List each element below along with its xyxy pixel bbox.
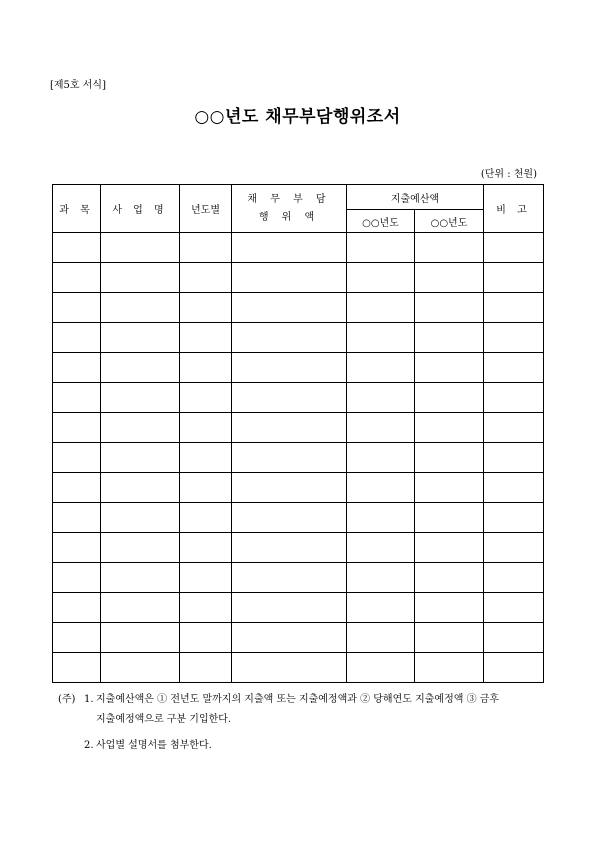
table-cell <box>415 623 484 653</box>
table-row <box>53 563 544 593</box>
table-cell <box>232 623 347 653</box>
table-cell <box>347 593 415 623</box>
table-row <box>53 593 544 623</box>
table-cell <box>415 413 484 443</box>
header-year-1: ○○년도 <box>347 210 415 233</box>
table-cell <box>101 533 180 563</box>
header-subject: 과 목 <box>53 185 101 233</box>
table-cell <box>232 563 347 593</box>
table-cell <box>347 323 415 353</box>
table-cell <box>232 263 347 293</box>
table-cell <box>180 533 232 563</box>
table-row <box>53 323 544 353</box>
table-cell <box>53 233 101 263</box>
header-by-year: 년도별 <box>180 185 232 233</box>
table-row <box>53 233 544 263</box>
table-cell <box>53 593 101 623</box>
table-cell <box>101 413 180 443</box>
table-cell <box>180 263 232 293</box>
table-cell <box>101 443 180 473</box>
table-cell <box>53 443 101 473</box>
table-cell <box>180 653 232 683</box>
table-cell <box>180 443 232 473</box>
table-cell <box>347 503 415 533</box>
table-cell <box>53 413 101 443</box>
table-cell <box>232 593 347 623</box>
table-cell <box>415 503 484 533</box>
table-body <box>53 233 544 683</box>
note-1-continuation: 지출예정액으로 구분 기입한다. <box>96 714 232 725</box>
table-cell <box>484 413 544 443</box>
table-cell <box>232 323 347 353</box>
table-cell <box>347 383 415 413</box>
table-cell <box>347 263 415 293</box>
table-cell <box>232 443 347 473</box>
table-row <box>53 533 544 563</box>
table-cell <box>347 233 415 263</box>
table-row <box>53 383 544 413</box>
table-cell <box>484 593 544 623</box>
table-row <box>53 473 544 503</box>
table-cell <box>180 593 232 623</box>
table-cell <box>53 323 101 353</box>
table-cell <box>415 593 484 623</box>
table-cell <box>347 563 415 593</box>
table-cell <box>415 233 484 263</box>
table-cell <box>484 383 544 413</box>
table-cell <box>347 623 415 653</box>
table-cell <box>101 653 180 683</box>
table-cell <box>101 263 180 293</box>
table-cell <box>415 653 484 683</box>
header-year-2: ○○년도 <box>415 210 484 233</box>
note-number: 2. <box>84 740 94 751</box>
note-prefix: (주) <box>58 694 76 705</box>
table-cell <box>180 293 232 323</box>
table-cell <box>484 563 544 593</box>
table-cell <box>347 353 415 383</box>
table-cell <box>232 533 347 563</box>
table-cell <box>484 233 544 263</box>
notes <box>58 690 543 756</box>
header-debt-line1: 채 무 부 담 <box>247 193 331 205</box>
form-number: [제5호 서식] <box>50 80 106 91</box>
table-cell <box>180 623 232 653</box>
note-2 <box>58 736 543 756</box>
table-row <box>53 263 544 293</box>
table-cell <box>180 563 232 593</box>
table-cell <box>232 413 347 443</box>
table-cell <box>232 503 347 533</box>
table-cell <box>232 653 347 683</box>
table-cell <box>101 233 180 263</box>
table-cell <box>484 443 544 473</box>
table-row <box>53 353 544 383</box>
table-cell <box>415 353 484 383</box>
table-cell <box>53 353 101 383</box>
table-cell <box>53 263 101 293</box>
header-debt-amount <box>232 185 347 233</box>
table-cell <box>53 383 101 413</box>
table-cell <box>101 623 180 653</box>
table-cell <box>180 353 232 383</box>
table-cell <box>53 563 101 593</box>
table-cell <box>484 293 544 323</box>
table-cell <box>53 503 101 533</box>
table-cell <box>53 653 101 683</box>
table-cell <box>53 293 101 323</box>
table-cell <box>180 383 232 413</box>
table-cell <box>484 473 544 503</box>
debt-table <box>52 184 544 683</box>
table-cell <box>484 653 544 683</box>
table-cell <box>347 293 415 323</box>
table-row <box>53 653 544 683</box>
table-row <box>53 503 544 533</box>
table-cell <box>415 533 484 563</box>
header-expenditure-group: 지출예산액 <box>347 185 484 210</box>
table-cell <box>415 323 484 353</box>
table-cell <box>415 443 484 473</box>
header-project-name: 사 업 명 <box>101 185 180 233</box>
table-cell <box>232 383 347 413</box>
table-cell <box>347 443 415 473</box>
table-cell <box>101 353 180 383</box>
table-cell <box>101 383 180 413</box>
table-cell <box>347 533 415 563</box>
table-cell <box>101 323 180 353</box>
table-cell <box>101 563 180 593</box>
table-cell <box>180 233 232 263</box>
table-cell <box>232 353 347 383</box>
note-number: 1. <box>84 694 94 705</box>
table-cell <box>347 653 415 683</box>
table-cell <box>415 563 484 593</box>
table-cell <box>415 263 484 293</box>
table-cell <box>53 623 101 653</box>
note-text: 사업별 설명서를 첨부한다. <box>96 740 212 751</box>
note-1 <box>58 690 543 710</box>
table-cell <box>415 383 484 413</box>
table-cell <box>180 503 232 533</box>
table-cell <box>180 323 232 353</box>
table-cell <box>232 293 347 323</box>
table-cell <box>415 293 484 323</box>
table-cell <box>232 473 347 503</box>
table-cell <box>347 413 415 443</box>
table-cell <box>484 353 544 383</box>
page-title: ○○년도 채무부담행위조서 <box>194 107 401 127</box>
table-cell <box>101 593 180 623</box>
table-cell <box>53 473 101 503</box>
table-cell <box>101 503 180 533</box>
table-cell <box>484 533 544 563</box>
unit-label: (단위 : 천원) <box>480 169 537 180</box>
table-cell <box>347 473 415 503</box>
table-row <box>53 293 544 323</box>
table-cell <box>180 473 232 503</box>
table-cell <box>101 293 180 323</box>
table-row <box>53 623 544 653</box>
header-debt-line2: 행 위 액 <box>258 211 320 223</box>
table-row <box>53 413 544 443</box>
header-remarks: 비 고 <box>484 185 544 233</box>
table-cell <box>484 503 544 533</box>
table-cell <box>415 473 484 503</box>
table-cell <box>101 473 180 503</box>
table-cell <box>53 533 101 563</box>
table-row <box>53 443 544 473</box>
note-text: 지출예산액은 ① 전년도 말까지의 지출액 또는 지출예정액과 ② 당해연도 지출예정액 ③ 금후 <box>96 694 500 705</box>
table-cell <box>484 263 544 293</box>
table-cell <box>484 323 544 353</box>
table-cell <box>180 413 232 443</box>
table-cell <box>484 623 544 653</box>
table-cell <box>232 233 347 263</box>
